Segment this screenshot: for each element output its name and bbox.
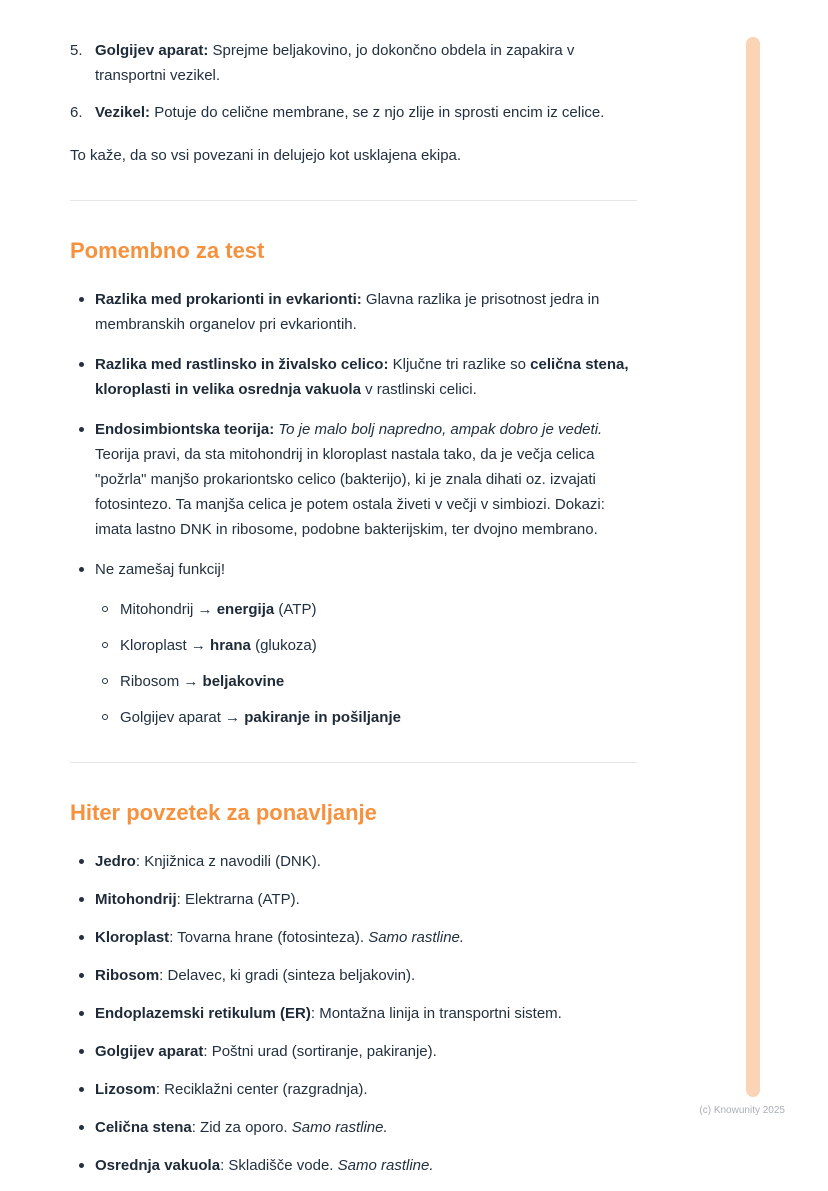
bullet-dot-icon [79, 297, 84, 302]
bullet-item [70, 849, 637, 874]
item-text [95, 557, 637, 582]
item-text [95, 352, 637, 402]
sub-bullet-marker [95, 597, 120, 622]
bullet-marker [70, 849, 95, 874]
bullet-dot-icon [79, 362, 84, 367]
bold-segment: Jedro [95, 853, 136, 870]
text-segment: : Montažna linija in transportni sistem. [310, 1005, 562, 1022]
bullet-marker [70, 1077, 95, 1102]
text-segment: : Knjižnica z navodili (DNK). [135, 853, 321, 870]
item-text [95, 887, 637, 912]
bullet-dot-icon [79, 1011, 84, 1016]
bullet-dot-icon [79, 935, 84, 940]
sub-bullet-item [95, 705, 637, 730]
bullet-item [70, 287, 637, 337]
function-sublist [95, 597, 637, 730]
bullet-marker [70, 352, 95, 402]
item-text [95, 100, 637, 125]
section-title-test: Pomembno za test [70, 238, 265, 263]
text-segment: v rastlinski celici. [360, 381, 477, 398]
bullet-item [70, 557, 637, 582]
item-text [120, 597, 316, 622]
bold-segment: Endoplazemski retikulum (ER) [95, 1005, 311, 1022]
bold-segment: energija [216, 601, 275, 618]
bold-segment: Celična stena [95, 1119, 192, 1136]
bullet-item [70, 963, 637, 988]
text-segment: Glavna razlika je prisotnost jedra in membranskih organelov pri evkariontih. [95, 291, 600, 333]
text-segment: : Elektrarna (ATP). [176, 891, 300, 908]
bold-segment: hrana [210, 637, 251, 654]
bullet-dot-icon [79, 427, 84, 432]
bold-segment: Vezikel: [95, 104, 151, 121]
bold-segment: Lizosom [95, 1081, 156, 1098]
item-text [95, 287, 637, 337]
closing-paragraph: To kaže, da so vsi povezani in delujejo kot usklajena ekipa. [70, 147, 462, 164]
item-text [95, 1115, 637, 1140]
summary-list [70, 849, 637, 1178]
bold-segment: Razlika med rastlinsko in živalsko celico: [95, 356, 389, 373]
bullet-marker [70, 963, 95, 988]
item-text [120, 633, 317, 658]
item-number: 6. [70, 104, 83, 121]
bold-segment: Osrednja vakuola [95, 1157, 221, 1174]
bullet-circle-icon [102, 714, 108, 720]
text-segment: : Tovarna hrane (fotosinteza). [169, 929, 369, 946]
section-divider [70, 200, 637, 201]
italic-segment: Samo rastline. [368, 929, 465, 946]
item-text [95, 1039, 637, 1064]
item-text [95, 38, 637, 88]
bullet-marker [70, 1153, 95, 1178]
text-segment: Ključne tri razlike so [388, 356, 531, 373]
item-text [95, 925, 637, 950]
bold-segment: Golgijev aparat [95, 1043, 204, 1060]
item-text [95, 1001, 637, 1026]
bullet-marker [70, 925, 95, 950]
bold-segment: Razlika med prokarionti in evkarionti: [95, 291, 362, 308]
item-text [95, 1077, 637, 1102]
bullet-dot-icon [79, 897, 84, 902]
bullet-item [70, 352, 637, 402]
text-segment: Sprejme beljakovino, jo dokončno obdela in zapakira v transportni vezikel. [95, 42, 575, 84]
bullet-item [70, 1153, 637, 1178]
text-segment: Teorija pravi, da sta mitohondrij in kloroplast nastala tako, da je večja celica "požrla" manjšo prokariontsko celico (bakterijo), ki je znala dihati oz. izvajati fotosintezo. Ta manjša celica je potem ostala živeti v večji v simbiozi. Dokazi: imata lastno DNK in ribosome, podobne bakterijskim, ter dvojno membrano. [95, 446, 605, 538]
right-accent-stripe [746, 37, 760, 1097]
bullet-marker [70, 1039, 95, 1064]
text-segment: : Reciklažni center (razgradnja). [155, 1081, 368, 1098]
text-segment: Potuje do celične membrane, se z njo zlije in sprosti encim iz celice. [150, 104, 605, 121]
sub-bullet-marker [95, 669, 120, 694]
bullet-item [70, 1039, 637, 1064]
copyright-footer: (c) Knowunity 2025 [699, 1105, 785, 1116]
italic-segment: Samo rastline. [291, 1119, 388, 1136]
bullet-marker [70, 557, 95, 582]
sub-bullet-marker [95, 633, 120, 658]
bullet-circle-icon [102, 606, 108, 612]
bullet-marker [70, 287, 95, 337]
bullet-marker [70, 887, 95, 912]
bullet-dot-icon [79, 973, 84, 978]
text-segment: : Delavec, ki gradi (sinteza beljakovin). [159, 967, 416, 984]
bullet-dot-icon [79, 859, 84, 864]
bullet-dot-icon [79, 1049, 84, 1054]
bold-segment: Ribosom [95, 967, 160, 984]
item-text [120, 669, 284, 694]
section-divider [70, 762, 637, 763]
item-text [120, 705, 401, 730]
bold-segment: celična stena, kloroplasti in velika osrednja vakuola [95, 356, 629, 398]
text-segment: Mitohondrij → [120, 601, 217, 618]
numbered-item [70, 38, 637, 88]
text-segment: (glukoza) [250, 637, 317, 654]
bullet-circle-icon [102, 642, 108, 648]
bold-segment: beljakovine [202, 673, 285, 690]
text-segment: Kloroplast → [120, 637, 211, 654]
text-segment: : Zid za oporo. [191, 1119, 292, 1136]
sub-bullet-marker [95, 705, 120, 730]
bold-segment: Golgijev aparat: [95, 42, 209, 59]
bullet-marker [70, 1115, 95, 1140]
bullet-item [70, 1115, 637, 1140]
bold-segment: pakiranje in pošiljanje [244, 709, 401, 726]
text-segment: : Skladišče vode. [220, 1157, 338, 1174]
bullet-dot-icon [79, 1087, 84, 1092]
text-segment: : Poštni urad (sortiranje, pakiranje). [203, 1043, 437, 1060]
item-text [95, 963, 637, 988]
sub-bullet-item [95, 633, 637, 658]
text-segment: Ribosom → [120, 673, 203, 690]
bold-segment: Mitohondrij [95, 891, 177, 908]
bullet-marker [70, 1001, 95, 1026]
numbered-item [70, 100, 637, 125]
text-segment: (ATP) [274, 601, 317, 618]
bullet-dot-icon [79, 1125, 84, 1130]
bullet-item [70, 925, 637, 950]
bullet-circle-icon [102, 678, 108, 684]
text-segment: Golgijev aparat → [120, 709, 245, 726]
item-text [95, 849, 637, 874]
bold-segment: Kloroplast [95, 929, 170, 946]
italic-segment: To je malo bolj napredno, ampak dobro je vedeti. [274, 421, 603, 438]
bullet-dot-icon [79, 1163, 84, 1168]
bullet-item [70, 1001, 637, 1026]
sub-bullet-item [95, 597, 637, 622]
item-number: 5. [70, 42, 83, 59]
italic-segment: Samo rastline. [337, 1157, 434, 1174]
text-segment: Ne zamešaj funkcij! [95, 561, 226, 578]
bold-segment: Endosimbiontska teorija: [95, 421, 275, 438]
bullet-marker [70, 417, 95, 542]
item-text [95, 1153, 637, 1178]
item-text [95, 417, 637, 542]
bullet-dot-icon [79, 567, 84, 572]
section-title-summary: Hiter povzetek za ponavljanje [70, 800, 377, 825]
document-content [70, 38, 637, 1191]
bullet-item [70, 417, 637, 542]
sub-bullet-item [95, 669, 637, 694]
bullet-item [70, 1077, 637, 1102]
bullet-item [70, 887, 637, 912]
